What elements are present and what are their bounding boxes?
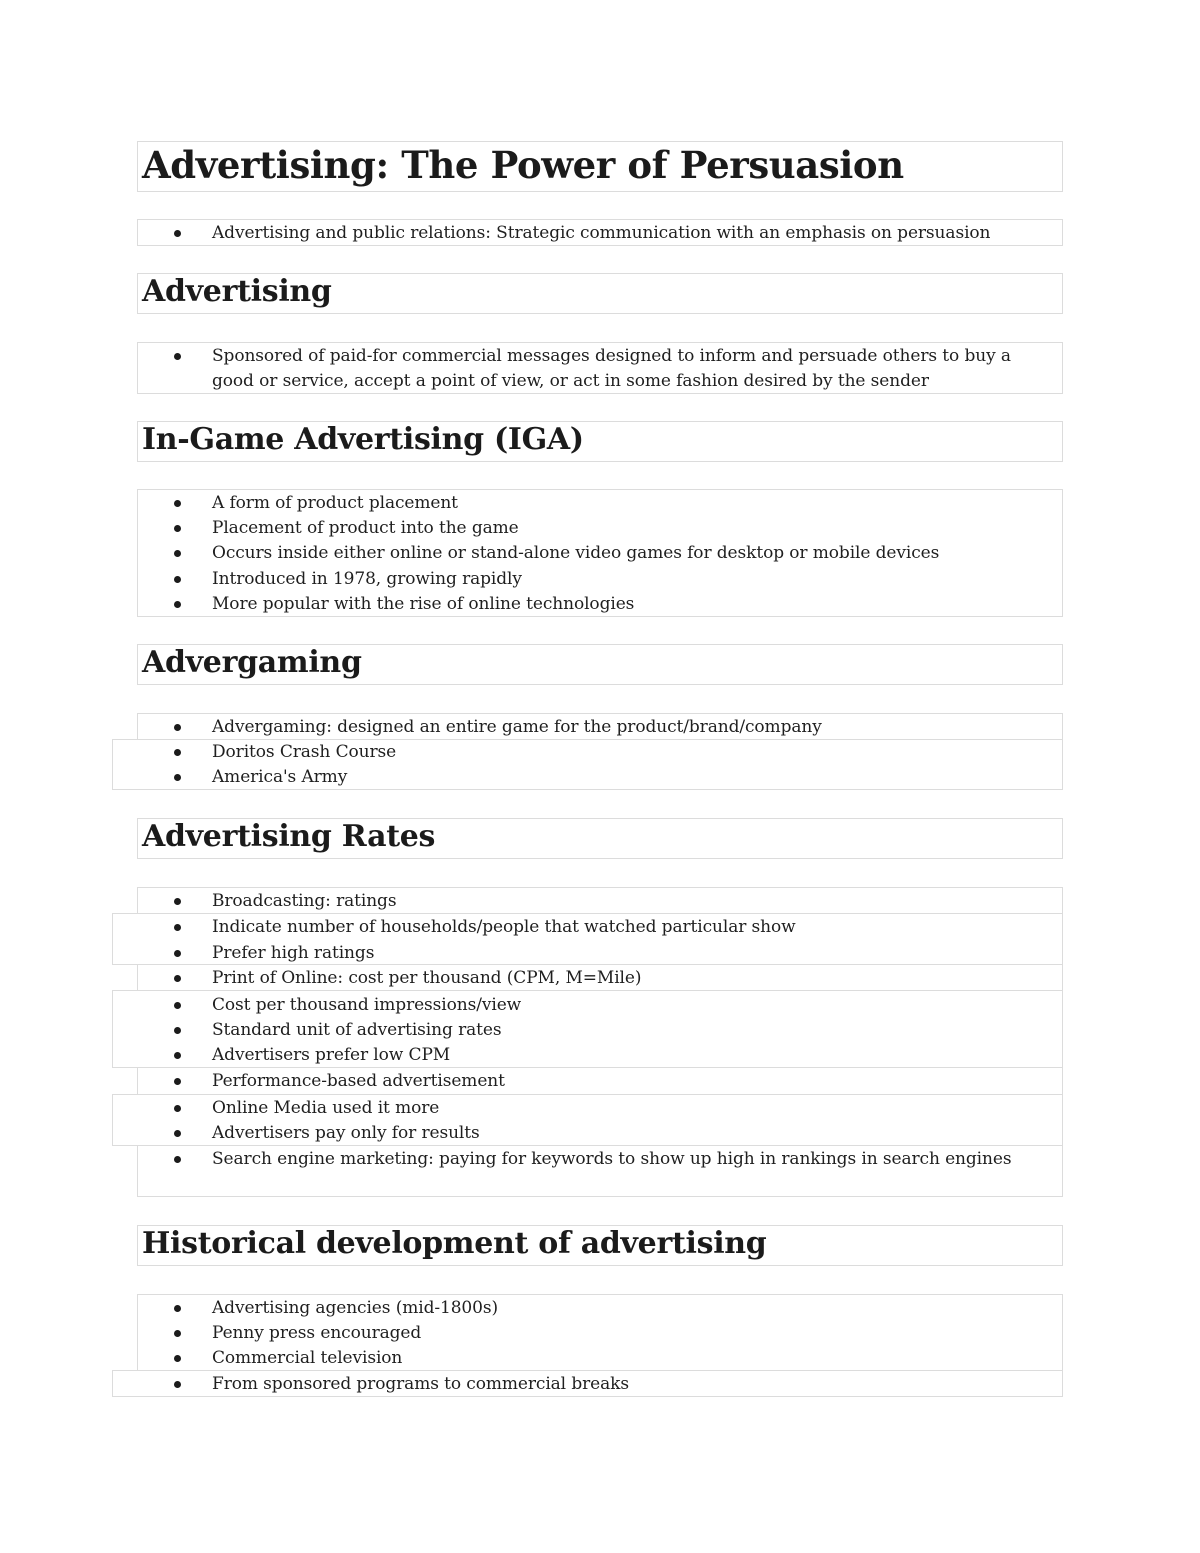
list-item-text: Commercial television [212,1348,403,1368]
list-item [0,1346,1200,1372]
bullet-icon [174,1330,181,1337]
bullet-icon [174,1130,181,1137]
list-item-text: Indicate number of households/people that watched particular show [212,917,796,937]
list-item [0,344,1200,396]
list-item-text: More popular with the rise of online technologies [212,594,635,614]
bullet-icon [174,975,181,982]
bullet-icon [174,601,181,608]
list-item [0,1296,1200,1322]
list-item-text: Advertisers pay only for results [212,1123,480,1143]
bullet-icon [174,1002,181,1009]
bullet-icon [174,1027,181,1034]
list-item [0,1321,1200,1347]
section-heading-in-game-advertising: In-Game Advertising (IGA) [142,422,584,457]
list-item [0,1096,1200,1122]
list-item [0,941,1200,967]
list-item-text: America's Army [212,767,348,787]
bullet-icon [174,749,181,756]
list-item [0,889,1200,915]
bullet-icon [174,550,181,557]
section-heading-advergaming: Advergaming [142,645,362,680]
list-item-text: Occurs inside either online or stand-alone video games for desktop or mobile devices [212,543,940,563]
list-item [0,221,1200,247]
list-item [0,516,1200,542]
bullet-icon [174,924,181,931]
list-item-text: Placement of product into the game [212,518,519,538]
list-item-text: Cost per thousand impressions/view [212,995,522,1015]
list-item [0,765,1200,791]
list-item-text: Advertising and public relations: Strategic communication with an emphasis on persuasion [212,223,991,243]
list-item-text: Print of Online: cost per thousand (CPM, M=Mile) [212,968,642,988]
list-item [0,592,1200,618]
list-item [0,1043,1200,1069]
bullet-icon [174,500,181,507]
list-item-text: Online Media used it more [212,1098,440,1118]
bullet-icon [174,1355,181,1362]
list-item [0,740,1200,766]
bullet-icon [174,1156,181,1163]
list-item-text: Performance-based advertisement [212,1071,505,1091]
page-title: Advertising: The Power of Persuasion [142,143,904,187]
bullet-icon [174,576,181,583]
list-item-text: Advergaming: designed an entire game for the product/brand/company [212,717,822,737]
list-item-text: Prefer high ratings [212,943,375,963]
list-item [0,1018,1200,1044]
list-item [0,993,1200,1019]
list-item-text: Advertising agencies (mid-1800s) [212,1298,499,1318]
list-item-text: Standard unit of advertising rates [212,1020,502,1040]
list-item [0,491,1200,517]
list-item [0,1069,1200,1095]
bullet-icon [174,1305,181,1312]
list-item [0,1147,1200,1199]
bullet-icon [174,774,181,781]
list-item-text: Broadcasting: ratings [212,891,397,911]
list-item [0,1372,1200,1398]
list-item-text: Introduced in 1978, growing rapidly [212,569,522,589]
bullet-icon [174,353,181,360]
section-heading-advertising-rates: Advertising Rates [142,819,436,854]
bullet-icon [174,724,181,731]
list-item-text: Search engine marketing: paying for keywords to show up high in rankings in search engines [212,1149,1012,1169]
list-item-text: A form of product placement [212,493,458,513]
bullet-icon [174,525,181,532]
list-item [0,1121,1200,1147]
list-item [0,915,1200,941]
list-item-text: Doritos Crash Course [212,742,397,762]
list-item-text: Advertisers prefer low CPM [212,1045,451,1065]
list-item [0,567,1200,593]
bullet-icon [174,898,181,905]
bullet-icon [174,1105,181,1112]
bullet-icon [174,1381,181,1388]
bullet-icon [174,1078,181,1085]
section-heading-advertising: Advertising [142,274,332,309]
list-item-text: Penny press encouraged [212,1323,422,1343]
bullet-icon [174,950,181,957]
section-heading-historical-development: Historical development of advertising [142,1226,767,1261]
list-item-text: Sponsored of paid-for commercial messages designed to inform and persuade others to buy a good or service, accept a point of view, or act in some fashion desired by the sender [212,346,1011,391]
list-item [0,541,1200,567]
list-item [0,966,1200,992]
list-item-text: From sponsored programs to commercial breaks [212,1374,629,1394]
bullet-icon [174,230,181,237]
bullet-icon [174,1052,181,1059]
list-item [0,715,1200,741]
